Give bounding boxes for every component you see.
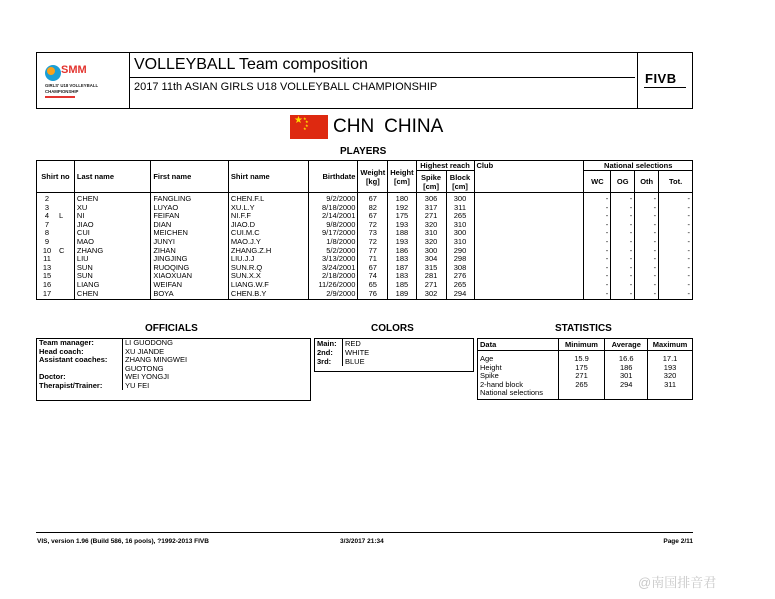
- stats-max: 17.1: [648, 351, 693, 364]
- footer-datetime: 3/3/2017 21:34: [340, 538, 384, 545]
- header-divider: [129, 53, 130, 108]
- stats-min: 271: [558, 372, 605, 381]
- stats-min: 175: [558, 364, 605, 373]
- player-block: 300: [446, 229, 474, 238]
- player-oth: -: [635, 247, 659, 256]
- player-wc: -: [584, 264, 611, 273]
- team-name: CHINA: [384, 116, 444, 137]
- player-weight: 71: [358, 255, 388, 264]
- player-wc: -: [584, 247, 611, 256]
- player-block: 265: [446, 281, 474, 290]
- player-first: MEICHEN: [151, 229, 229, 238]
- player-height: 193: [388, 238, 416, 247]
- player-last: LIU: [74, 255, 150, 264]
- player-og: -: [611, 238, 635, 247]
- player-og: -: [611, 221, 635, 230]
- player-number: 15: [42, 271, 52, 281]
- color-label: Main:: [315, 339, 343, 348]
- player-og: -: [611, 204, 635, 213]
- team-country: [290, 115, 443, 139]
- player-shirt: ZHANG.Z.H: [228, 247, 308, 256]
- player-shirt: SUN.R.Q: [228, 264, 308, 273]
- player-spike: 315: [416, 264, 446, 273]
- player-weight: 73: [358, 229, 388, 238]
- statistics-title: STATISTICS: [555, 323, 612, 334]
- footer-version: VIS, version 1.96 (Build 586, 16 pools), ?1992-2013 FIVB: [37, 538, 209, 545]
- player-shirt-no: [37, 193, 75, 204]
- player-spike: 320: [416, 221, 446, 230]
- player-birth: 8/18/2000: [308, 204, 358, 213]
- player-height: 189: [388, 290, 416, 300]
- player-oth: -: [635, 229, 659, 238]
- player-first: DIAN: [151, 221, 229, 230]
- player-last: ZHANG: [74, 247, 150, 256]
- stats-avg: 294: [605, 381, 648, 390]
- player-shirt: JIAO.D: [228, 221, 308, 230]
- player-row: [37, 204, 693, 213]
- player-og: -: [611, 272, 635, 281]
- player-oth: -: [635, 272, 659, 281]
- player-tot: -: [659, 229, 693, 238]
- player-club: [474, 204, 584, 213]
- watermark: @南国排音君: [638, 575, 717, 590]
- player-og: -: [611, 229, 635, 238]
- stats-header-avg: Average: [605, 339, 648, 351]
- player-og: -: [611, 193, 635, 204]
- header-og: OG: [611, 171, 635, 193]
- player-number: 13: [42, 262, 52, 272]
- player-shirt: XU.L.Y: [228, 204, 308, 213]
- player-tot: -: [659, 193, 693, 204]
- color-row: [315, 348, 473, 357]
- player-oth: -: [635, 238, 659, 247]
- player-first: RUOQING: [151, 264, 229, 273]
- fivb-logo-underline: [644, 87, 686, 88]
- player-weight: 82: [358, 204, 388, 213]
- stats-avg: 301: [605, 372, 648, 381]
- player-last: CHEN: [74, 290, 150, 300]
- team-code: CHN: [333, 116, 375, 137]
- player-birth: 9/8/2000: [308, 221, 358, 230]
- player-wc: -: [584, 193, 611, 204]
- official-name: WEI YONGJI: [125, 372, 170, 381]
- player-club: [474, 193, 584, 204]
- player-club: [474, 229, 584, 238]
- official-role: Assistant coaches:: [37, 356, 123, 365]
- player-birth: 5/2/2000: [308, 247, 358, 256]
- player-number: 2: [44, 194, 50, 203]
- color-label: 3rd:: [315, 357, 343, 366]
- player-role: [55, 194, 59, 203]
- header-shirt-no: Shirt no: [37, 161, 75, 193]
- player-spike: 304: [416, 255, 446, 264]
- colors-box: [314, 338, 474, 372]
- logo-text-line1: GIRLS' U18 VOLLEYBALL: [45, 83, 99, 88]
- official-row: [37, 382, 310, 391]
- player-weight: 74: [358, 272, 388, 281]
- player-oth: -: [635, 204, 659, 213]
- player-og: -: [611, 264, 635, 273]
- player-shirt: LIU.J.J: [228, 255, 308, 264]
- player-height: 187: [388, 264, 416, 273]
- player-row: [37, 193, 693, 204]
- player-birth: 11/26/2000: [308, 281, 358, 290]
- player-last: MAO: [74, 238, 150, 247]
- player-first: FANGLING: [151, 193, 229, 204]
- header-spike: Spike [cm]: [416, 171, 446, 193]
- header-wc: WC: [584, 171, 611, 193]
- player-tot: -: [659, 264, 693, 273]
- player-row: [37, 281, 693, 290]
- players-title: PLAYERS: [340, 146, 387, 157]
- player-role: [55, 237, 59, 246]
- player-number: 11: [43, 254, 51, 264]
- player-club: [474, 272, 584, 281]
- player-birth: 2/9/2000: [308, 290, 358, 300]
- player-og: -: [611, 212, 635, 221]
- stats-max: [648, 389, 693, 399]
- footer-rule: [36, 532, 693, 533]
- header-club: Club: [474, 161, 584, 193]
- stats-header-max: Maximum: [648, 339, 693, 351]
- china-flag-icon: ★ ★ ★ ★ ★: [290, 115, 328, 139]
- stats-header-data: Data: [478, 339, 559, 351]
- header-national-selections: National selections: [584, 161, 693, 171]
- player-last: CUI: [74, 229, 150, 238]
- player-role: [55, 271, 59, 280]
- player-weight: 77: [358, 247, 388, 256]
- player-last: XU: [74, 204, 150, 213]
- stats-min: [558, 389, 605, 399]
- statistics-table: [477, 338, 693, 400]
- player-oth: -: [635, 264, 659, 273]
- player-tot: -: [659, 212, 693, 221]
- player-spike: 300: [416, 247, 446, 256]
- player-height: 175: [388, 212, 416, 221]
- officials-title: OFFICIALS: [145, 323, 198, 334]
- official-row: [37, 356, 310, 365]
- header-divider-right: [637, 53, 638, 108]
- player-wc: -: [584, 212, 611, 221]
- document-header: [36, 52, 693, 109]
- stats-label: Height: [478, 364, 559, 373]
- player-tot: -: [659, 272, 693, 281]
- player-wc: -: [584, 229, 611, 238]
- stats-label: National selections: [478, 389, 559, 399]
- color-value: WHITE: [345, 348, 370, 357]
- player-block: 290: [446, 247, 474, 256]
- player-row: [37, 247, 693, 256]
- player-shirt: SUN.X.X: [228, 272, 308, 281]
- player-last: LIANG: [74, 281, 150, 290]
- official-name: GUOTONG: [125, 363, 164, 373]
- player-spike: 302: [416, 290, 446, 300]
- player-birth: 2/18/2000: [308, 272, 358, 281]
- player-role: [55, 280, 59, 289]
- player-club: [474, 238, 584, 247]
- official-name: ZHANG MINGWEI: [125, 355, 188, 364]
- player-weight: 65: [358, 281, 388, 290]
- official-name: YU FEI: [125, 380, 150, 390]
- player-last: NI: [74, 212, 150, 221]
- header-block: Block [cm]: [446, 171, 474, 193]
- player-row: [37, 272, 693, 281]
- official-role: Therapist/Trainer:: [37, 382, 123, 391]
- player-number: 8: [44, 228, 50, 238]
- color-row: [315, 357, 473, 366]
- player-tot: -: [659, 255, 693, 264]
- player-club: [474, 255, 584, 264]
- player-first: WEIFAN: [151, 281, 229, 290]
- player-weight: 72: [358, 221, 388, 230]
- player-block: 265: [446, 212, 474, 221]
- official-role: Doctor:: [37, 373, 123, 382]
- stats-label: Age: [478, 351, 559, 364]
- player-row: [37, 264, 693, 273]
- player-first: FEIFAN: [151, 212, 229, 221]
- header-oth: Oth: [635, 171, 659, 193]
- player-tot: -: [659, 221, 693, 230]
- player-birth: 9/2/2000: [308, 193, 358, 204]
- player-shirt: NI.F.F: [228, 212, 308, 221]
- player-row: [37, 255, 693, 264]
- player-birth: 1/8/2000: [308, 238, 358, 247]
- stats-max: 193: [648, 364, 693, 373]
- player-row: [37, 212, 693, 221]
- players-table: [36, 160, 693, 300]
- player-height: 193: [388, 221, 416, 230]
- player-club: [474, 290, 584, 300]
- player-weight: 67: [358, 212, 388, 221]
- player-role: [55, 289, 59, 298]
- player-weight: 67: [358, 264, 388, 273]
- player-height: 188: [388, 229, 416, 238]
- player-number: 4: [44, 211, 50, 221]
- player-number: 17: [42, 288, 52, 298]
- player-block: 300: [446, 193, 474, 204]
- header-rule: [130, 77, 635, 78]
- fivb-logo: FIVB: [645, 71, 677, 86]
- player-tot: -: [659, 290, 693, 300]
- header-height: Height [cm]: [388, 161, 416, 193]
- player-club: [474, 247, 584, 256]
- header-first-name: First name: [151, 161, 229, 193]
- player-spike: 310: [416, 229, 446, 238]
- official-row: [37, 365, 310, 374]
- official-role: Team manager:: [37, 339, 123, 348]
- player-row: [37, 238, 693, 247]
- stats-row: [478, 389, 693, 399]
- player-height: 183: [388, 272, 416, 281]
- player-shirt: MAO.J.Y: [228, 238, 308, 247]
- officials-box: [36, 338, 311, 401]
- colors-title: COLORS: [371, 323, 414, 334]
- player-birth: 9/17/2000: [308, 229, 358, 238]
- player-number: 7: [44, 219, 50, 229]
- player-spike: 320: [416, 238, 446, 247]
- player-spike: 317: [416, 204, 446, 213]
- player-block: 310: [446, 221, 474, 230]
- stats-max: 320: [648, 372, 693, 381]
- player-first: LUYAO: [151, 204, 229, 213]
- logo-text-smm: SMM: [61, 64, 87, 76]
- player-shirt: CUI.M.C: [228, 229, 308, 238]
- player-tot: -: [659, 281, 693, 290]
- player-first: XIAOXUAN: [151, 272, 229, 281]
- stats-row: [478, 351, 693, 364]
- player-oth: -: [635, 255, 659, 264]
- player-block: 276: [446, 272, 474, 281]
- player-wc: -: [584, 238, 611, 247]
- player-birth: 3/24/2001: [308, 264, 358, 273]
- player-spike: 306: [416, 193, 446, 204]
- footer-page: Page 2/11: [663, 538, 693, 545]
- player-block: 308: [446, 264, 474, 273]
- player-block: 310: [446, 238, 474, 247]
- player-row: [37, 229, 693, 238]
- player-club: [474, 264, 584, 273]
- player-last: SUN: [74, 272, 150, 281]
- header-weight: Weight [kg]: [358, 161, 388, 193]
- player-height: 186: [388, 247, 416, 256]
- player-club: [474, 212, 584, 221]
- player-og: -: [611, 281, 635, 290]
- player-birth: 2/14/2001: [308, 212, 358, 221]
- player-tot: -: [659, 247, 693, 256]
- official-name: XU JIANDE: [125, 346, 165, 356]
- player-tot: -: [659, 238, 693, 247]
- player-oth: -: [635, 281, 659, 290]
- header-birthdate: Birthdate: [308, 161, 358, 193]
- player-first: JINGJING: [151, 255, 229, 264]
- stats-avg: 16.6: [605, 351, 648, 364]
- player-weight: 67: [358, 193, 388, 204]
- player-row: [37, 221, 693, 230]
- stats-min: 265: [558, 381, 605, 390]
- player-wc: -: [584, 290, 611, 300]
- player-weight: 76: [358, 290, 388, 300]
- player-height: 192: [388, 204, 416, 213]
- player-row: [37, 290, 693, 300]
- championship-logo-icon: [41, 57, 99, 105]
- player-shirt: LIANG.W.F: [228, 281, 308, 290]
- player-spike: 271: [416, 212, 446, 221]
- player-last: SUN: [74, 264, 150, 273]
- stats-avg: [605, 389, 648, 399]
- stats-label: 2-hand block: [478, 381, 559, 390]
- player-og: -: [611, 255, 635, 264]
- player-last: CHEN: [74, 193, 150, 204]
- header-last-name: Last name: [74, 161, 150, 193]
- stats-avg: 186: [605, 364, 648, 373]
- stats-min: 15.9: [558, 351, 605, 364]
- color-value: RED: [345, 339, 361, 348]
- player-wc: -: [584, 221, 611, 230]
- official-role: Head coach:: [37, 348, 123, 357]
- player-first: JUNYI: [151, 238, 229, 247]
- player-wc: -: [584, 255, 611, 264]
- championship-name: 2017 11th ASIAN GIRLS U18 VOLLEYBALL CHAMPIONSHIP: [134, 81, 438, 93]
- player-club: [474, 221, 584, 230]
- player-role: C: [59, 245, 65, 255]
- player-height: 185: [388, 281, 416, 290]
- player-number: 3: [44, 202, 50, 212]
- player-oth: -: [635, 221, 659, 230]
- player-role: L: [59, 211, 64, 221]
- player-og: -: [611, 290, 635, 300]
- color-row: [315, 339, 473, 348]
- stats-header-min: Minimum: [558, 339, 605, 351]
- color-value: BLUE: [345, 357, 365, 366]
- stats-label: Spike: [478, 372, 559, 381]
- player-tot: -: [659, 204, 693, 213]
- player-first: ZIHAN: [151, 247, 229, 256]
- player-spike: 281: [416, 272, 446, 281]
- color-label: 2nd:: [315, 348, 343, 357]
- player-weight: 72: [358, 238, 388, 247]
- player-oth: -: [635, 212, 659, 221]
- player-block: 298: [446, 255, 474, 264]
- player-block: 311: [446, 204, 474, 213]
- player-first: BOYA: [151, 290, 229, 300]
- player-number: 10: [42, 245, 52, 255]
- official-name: LI GUODONG: [125, 338, 173, 347]
- player-spike: 271: [416, 281, 446, 290]
- player-block: 294: [446, 290, 474, 300]
- player-club: [474, 281, 584, 290]
- player-height: 183: [388, 255, 416, 264]
- player-wc: -: [584, 204, 611, 213]
- player-number: 9: [44, 236, 50, 246]
- header-shirt-name: Shirt name: [228, 161, 308, 193]
- player-oth: -: [635, 290, 659, 300]
- player-number: 16: [42, 279, 52, 289]
- header-tot: Tot.: [659, 171, 693, 193]
- player-shirt: CHEN.F.L: [228, 193, 308, 204]
- player-birth: 3/13/2000: [308, 255, 358, 264]
- header-highest-reach: Highest reach: [416, 161, 474, 171]
- logo-text-line2: CHAMPIONSHIP: [45, 89, 79, 94]
- player-shirt: CHEN.B.Y: [228, 290, 308, 300]
- player-height: 180: [388, 193, 416, 204]
- player-wc: -: [584, 272, 611, 281]
- player-wc: -: [584, 281, 611, 290]
- player-oth: -: [635, 193, 659, 204]
- player-og: -: [611, 247, 635, 256]
- player-last: JIAO: [74, 221, 150, 230]
- document-title: VOLLEYBALL Team composition: [134, 56, 368, 73]
- player-role: [55, 254, 59, 263]
- player-shirt-no: [37, 290, 75, 300]
- stats-max: 311: [648, 381, 693, 390]
